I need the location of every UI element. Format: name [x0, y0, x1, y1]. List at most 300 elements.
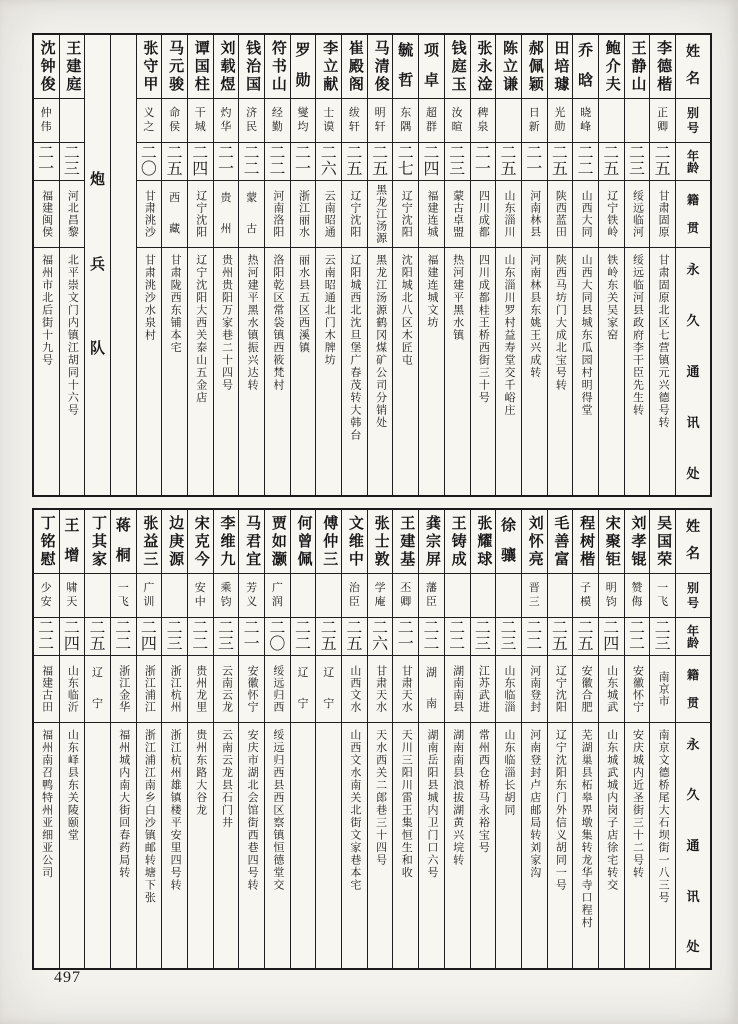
glyph: 讯	[686, 415, 700, 431]
person-age-cell	[214, 143, 239, 181]
person-origin-cell	[419, 656, 444, 723]
person-origin-cell: 山东临淄	[496, 656, 521, 723]
glyph: 二	[166, 144, 183, 162]
person-address-cell: 河南登封卢店邮局转刘家沟	[528, 729, 541, 879]
person-age-cell	[573, 618, 598, 656]
glyph: 三	[449, 160, 466, 178]
person-alias-cell	[496, 574, 521, 618]
person-alias-cell	[368, 574, 393, 618]
header-alias-cell	[676, 99, 710, 143]
person-address-cell: 安庆市湖北会馆街西巷四号转	[246, 729, 259, 892]
person-address-cell: 沈阳城北八区木匠屯	[400, 254, 413, 367]
glyph: 命	[169, 106, 181, 119]
glyph: 四	[140, 635, 157, 653]
glyph: 钧	[605, 596, 617, 609]
glyph: 二	[346, 144, 363, 162]
glyph: 二	[115, 635, 132, 653]
person-column	[392, 35, 418, 495]
roster-table-top	[32, 33, 712, 497]
glyph: 四	[603, 635, 620, 653]
person-column	[598, 35, 624, 495]
person-column	[264, 510, 290, 968]
glyph: 〇	[140, 160, 157, 178]
glyph: 二	[628, 619, 645, 637]
person-address-cell: 福州城内南大街回春药局转	[117, 729, 130, 879]
person-alias-cell	[239, 99, 264, 143]
person-origin-cell: 福建连城	[419, 181, 444, 248]
person-age-cell	[60, 618, 85, 656]
person-column	[572, 35, 598, 495]
glyph: 五	[166, 160, 183, 178]
person-name-cell: 王铸成	[445, 510, 470, 574]
glyph: 兵	[90, 256, 106, 273]
glyph: 三	[500, 635, 517, 653]
glyph: 五	[551, 160, 568, 178]
person-origin-cell	[162, 181, 187, 248]
glyph: 二	[449, 619, 466, 637]
glyph: 三	[654, 635, 671, 653]
glyph: 别	[686, 106, 699, 121]
person-origin-cell	[316, 656, 341, 723]
person-alias-cell	[471, 99, 496, 143]
person-age-cell	[496, 143, 521, 181]
person-age-cell	[368, 143, 393, 181]
person-name-cell: 张守甲	[137, 35, 162, 99]
glyph: 二	[320, 619, 337, 637]
person-alias-cell	[239, 574, 264, 618]
glyph: 二	[423, 619, 440, 637]
glyph: 二	[295, 619, 312, 637]
person-origin-cell: 山西大同	[573, 181, 598, 248]
glyph: 二	[628, 144, 645, 162]
person-address-cell: 天川三阳川雷王集恒生和收	[400, 729, 413, 879]
person-age-cell	[342, 143, 367, 181]
page-number: 497	[54, 969, 81, 986]
header-address-cell	[676, 723, 710, 968]
glyph: 勋	[295, 73, 311, 90]
person-address-cell: 山东城武城内岗子店徐宅转交	[605, 729, 618, 892]
person-column	[264, 35, 290, 495]
person-column	[315, 35, 341, 495]
glyph: 三	[217, 635, 234, 653]
person-origin-cell: 蒙古卓盟	[445, 181, 470, 248]
glyph: 二	[269, 619, 286, 637]
glyph: 二	[397, 144, 414, 162]
glyph: 模	[580, 596, 592, 609]
glyph: 轩	[374, 121, 386, 134]
person-age-cell	[342, 618, 367, 656]
glyph: 二	[38, 619, 55, 637]
person-alias-cell	[445, 574, 470, 618]
glyph: 队	[90, 341, 106, 357]
glyph: 安	[194, 581, 206, 594]
person-column	[444, 35, 470, 495]
glyph: 灼	[220, 106, 232, 119]
glyph: 二	[140, 619, 157, 637]
person-alias-cell	[162, 574, 187, 618]
glyph: 宁	[323, 698, 335, 711]
glyph: 五	[654, 160, 671, 178]
person-alias-cell	[419, 99, 444, 143]
glyph: 龄	[686, 161, 699, 176]
person-alias-cell	[573, 99, 598, 143]
glyph: 三	[474, 635, 491, 653]
glyph: 谟	[323, 121, 335, 134]
person-column	[624, 35, 650, 495]
person-address-cell: 辽宁沈阳大西关泰山五金店	[194, 254, 207, 404]
person-address-cell: 甘肃洮沙水泉村	[143, 254, 156, 342]
person-age-cell	[137, 618, 162, 656]
glyph: 润	[271, 596, 283, 609]
person-name-cell: 马元骏	[162, 35, 187, 99]
person-origin-cell: 河南林县	[522, 181, 547, 248]
glyph: 二	[526, 619, 543, 637]
glyph: 干	[194, 106, 206, 119]
person-name-cell: 符书山	[265, 35, 290, 99]
person-column	[392, 510, 418, 968]
person-origin-cell: 贵州龙里	[188, 656, 213, 723]
glyph: 二	[449, 635, 466, 653]
person-origin-cell: 浙江金华	[111, 656, 136, 723]
glyph: 一	[657, 581, 669, 594]
person-alias-cell	[522, 574, 547, 618]
glyph: 二	[372, 144, 389, 162]
person-name-cell: 张永淦	[471, 35, 496, 99]
glyph: 二	[500, 619, 517, 637]
glyph: 光	[554, 106, 566, 119]
person-column	[187, 510, 213, 968]
person-alias-cell	[265, 574, 290, 618]
person-origin-cell: 河北昌黎	[60, 181, 85, 248]
person-address-cell: 铁岭东关吴家窑	[605, 254, 618, 342]
glyph: 四	[63, 635, 80, 653]
person-column	[547, 510, 573, 968]
glyph: 宁	[297, 698, 309, 711]
person-address-cell: 天水西关二郎巷三十四号	[374, 729, 387, 867]
person-origin-cell: 辽宁沈阳	[342, 181, 367, 248]
person-age-cell	[111, 618, 136, 656]
person-origin-cell: 河南登封	[522, 656, 547, 723]
person-address-cell: 丽水县五区西溪镇	[297, 254, 310, 354]
glyph: 二	[63, 144, 80, 162]
person-column	[161, 35, 187, 495]
glyph: 啸	[66, 581, 78, 594]
person-age-cell	[522, 143, 547, 181]
glyph: 五	[320, 635, 337, 653]
person-age-cell	[471, 618, 496, 656]
person-address-cell: 贵州贵阳万家巷二十四号	[220, 254, 233, 392]
person-origin-cell: 辽宁沈阳	[188, 181, 213, 248]
person-address-cell: 云南云龙县石门井	[220, 729, 233, 829]
person-column	[598, 510, 624, 968]
person-age-cell	[471, 143, 496, 181]
person-column	[521, 35, 547, 495]
person-name-cell: 谭国柱	[188, 35, 213, 99]
person-origin-cell	[291, 656, 316, 723]
glyph: 飞	[657, 596, 669, 609]
glyph: 乔	[578, 42, 594, 59]
person-column	[470, 510, 496, 968]
person-column	[34, 510, 59, 968]
person-age-cell	[393, 143, 418, 181]
person-origin-cell	[214, 181, 239, 248]
person-alias-cell	[471, 574, 496, 618]
glyph: 通	[686, 837, 700, 853]
person-age-cell	[188, 143, 213, 181]
person-name-cell: 钱庭玉	[445, 35, 470, 99]
glyph: 二	[140, 144, 157, 162]
person-age-cell	[60, 143, 85, 181]
person-origin-cell: 绥远临河	[625, 181, 650, 248]
person-alias-cell	[214, 99, 239, 143]
glyph: 炮	[90, 172, 106, 188]
person-name-cell: 鲍介夫	[599, 35, 624, 99]
person-origin-cell: 甘肃天水	[368, 656, 393, 723]
section-label	[90, 173, 105, 357]
person-name-cell	[111, 510, 136, 574]
person-name-cell: 丁铭慰	[34, 510, 59, 574]
glyph: 二	[192, 635, 209, 653]
person-origin-cell: 甘肃天水	[393, 656, 418, 723]
glyph: 宁	[92, 698, 104, 711]
person-name-cell: 李维九	[214, 510, 239, 574]
person-address-cell: 湖南南县浪拔湖黄兴垸转	[451, 729, 464, 867]
person-column	[495, 510, 521, 968]
person-age-cell	[393, 618, 418, 656]
person-alias-cell	[316, 574, 341, 618]
glyph: 卓	[423, 73, 439, 90]
glyph: 二	[423, 635, 440, 653]
person-name-cell	[496, 510, 521, 574]
person-name-cell: 吴国荣	[650, 510, 675, 574]
spacer-column	[110, 35, 136, 495]
person-address-cell: 陕西马坊门大成北宝号转	[554, 254, 567, 392]
person-name-cell: 马清俊	[368, 35, 393, 99]
person-address-cell: 安庆城内近圣街三十二号转	[631, 729, 644, 879]
person-address-cell: 山东淄川罗村益寿堂交千峪庄	[503, 254, 516, 417]
glyph: 一	[38, 160, 55, 178]
glyph: 罗	[295, 42, 311, 59]
glyph: 安	[40, 596, 52, 609]
person-address-cell: 贵州东路大谷龙	[194, 729, 207, 817]
person-origin-cell: 山东城武	[599, 656, 624, 723]
person-alias-cell	[650, 99, 675, 143]
person-address-cell: 北平崇文门内镇江胡同十六号	[66, 254, 79, 417]
glyph: 义	[246, 596, 258, 609]
header-column	[675, 35, 710, 495]
person-age-cell	[316, 618, 341, 656]
person-address-cell: 山东临淄长胡同	[503, 729, 516, 817]
person-address-cell	[85, 723, 110, 968]
person-column	[341, 35, 367, 495]
glyph: 贯	[686, 220, 699, 235]
person-origin-cell: 四川成都	[471, 181, 496, 248]
glyph: 永	[686, 261, 700, 277]
person-origin-cell: 浙江丽水	[291, 181, 316, 248]
glyph: 辽	[323, 666, 335, 679]
glyph: 号	[686, 120, 699, 135]
header-age-cell	[676, 618, 710, 656]
glyph: 二	[423, 144, 440, 162]
person-name-cell: 张耀球	[471, 510, 496, 574]
glyph: 二	[217, 144, 234, 162]
person-address-cell: 甘肃陇西东铺本宅	[169, 254, 182, 354]
person-origin-cell: 山西文水	[342, 656, 367, 723]
person-age-cell	[548, 143, 573, 181]
glyph: 晋	[528, 581, 540, 594]
glyph: 晗	[578, 73, 594, 90]
person-column	[649, 35, 675, 495]
person-age-cell	[496, 618, 521, 656]
glyph: 名	[686, 547, 700, 563]
person-age-cell	[162, 618, 187, 656]
glyph: 暄	[451, 121, 463, 134]
person-column	[649, 510, 675, 968]
glyph: 治	[348, 581, 360, 594]
glyph: 二	[243, 144, 260, 162]
person-address-cell: 常州西仓桥马永裕宝号	[477, 729, 490, 854]
header-column	[675, 510, 710, 968]
glyph: 骧	[501, 548, 517, 565]
person-age-cell	[445, 618, 470, 656]
glyph: 二	[320, 144, 337, 162]
person-age-cell	[34, 618, 59, 656]
glyph: 号	[686, 595, 699, 610]
glyph: 姓	[686, 519, 700, 535]
person-age-cell	[137, 143, 162, 181]
person-age-cell	[239, 143, 264, 181]
person-column	[136, 510, 162, 968]
person-alias-cell	[265, 99, 290, 143]
glyph: 三	[528, 596, 540, 609]
person-origin-cell: 南京市	[650, 656, 675, 723]
person-column	[187, 35, 213, 495]
person-column	[290, 35, 316, 495]
person-address-cell: 福州南召鸭特州亚细亚公司	[40, 729, 53, 879]
person-column	[572, 510, 598, 968]
glyph: 仲	[40, 106, 52, 119]
person-column	[84, 510, 110, 968]
person-alias-cell	[214, 574, 239, 618]
person-address-cell	[316, 723, 341, 968]
person-alias-cell	[60, 99, 85, 143]
person-age-cell	[188, 618, 213, 656]
person-age-cell	[599, 143, 624, 181]
person-alias-cell	[137, 99, 162, 143]
person-name-cell: 张益三	[137, 510, 162, 574]
glyph: 贯	[686, 695, 699, 710]
person-address-cell: 福州市北后街十九号	[40, 254, 53, 367]
person-address-cell: 芜湖巢县柘皋界墩集转龙华寺口程村	[580, 729, 593, 929]
glyph: 勋	[554, 121, 566, 134]
glyph: 二	[500, 144, 517, 162]
person-column	[367, 510, 393, 968]
glyph: 南	[425, 698, 437, 711]
person-alias-cell	[625, 99, 650, 143]
person-age-cell	[650, 618, 675, 656]
person-age-cell	[548, 618, 573, 656]
person-name-cell	[393, 35, 418, 99]
glyph: 〇	[269, 635, 286, 653]
person-column	[470, 35, 496, 495]
glyph: 钧	[220, 596, 232, 609]
glyph: 二	[397, 619, 414, 637]
glyph: 燮	[297, 106, 309, 119]
glyph: 三	[628, 160, 645, 178]
glyph: 广	[143, 581, 155, 594]
person-address-cell: 热河建平黑水镇振兴达转	[246, 254, 259, 392]
glyph: 六	[320, 160, 337, 178]
glyph: 二	[217, 619, 234, 637]
person-alias-cell	[316, 99, 341, 143]
glyph: 二	[38, 635, 55, 653]
person-name-cell: 郝佩颖	[522, 35, 547, 99]
glyph: 二	[603, 144, 620, 162]
person-alias-cell	[34, 574, 59, 618]
header-age-cell	[676, 143, 710, 181]
glyph: 古	[246, 223, 258, 236]
person-name-cell: 沈钟俊	[34, 35, 59, 99]
person-name-cell: 李德楷	[650, 35, 675, 99]
person-alias-cell	[393, 574, 418, 618]
glyph: 二	[526, 635, 543, 653]
glyph: 久	[686, 787, 700, 803]
glyph: 王	[64, 517, 80, 534]
glyph: 华	[220, 121, 232, 134]
glyph: 一	[243, 635, 260, 653]
person-age-cell	[650, 143, 675, 181]
glyph: 五	[551, 635, 568, 653]
person-age-cell	[291, 618, 316, 656]
person-age-cell	[599, 618, 624, 656]
glyph: 永	[686, 736, 700, 752]
glyph: 丕	[400, 581, 412, 594]
glyph: 一	[526, 160, 543, 178]
glyph: 明	[605, 581, 617, 594]
person-column	[161, 510, 187, 968]
glyph: 明	[374, 106, 386, 119]
glyph: 少	[40, 581, 52, 594]
person-address-cell: 辽宁沈阳东门外信义胡同一号	[554, 729, 567, 892]
person-origin-cell: 山东淄川	[496, 181, 521, 248]
person-name-cell: 文维中	[342, 510, 367, 574]
glyph: 东	[400, 106, 412, 119]
person-alias-cell	[291, 99, 316, 143]
person-name-cell: 李立献	[316, 35, 341, 99]
person-alias-cell	[342, 99, 367, 143]
glyph: 一	[474, 160, 491, 178]
person-origin-cell: 安徽合肥	[573, 656, 598, 723]
person-name-cell: 边庚源	[162, 510, 187, 574]
glyph: 辽	[92, 666, 104, 679]
glyph: 徐	[501, 517, 517, 534]
glyph: 之	[143, 121, 155, 134]
person-address-cell: 河南林县东姚王兴成转	[528, 254, 541, 379]
header-alias-cell	[676, 574, 710, 618]
person-column	[290, 510, 316, 968]
glyph: 五	[346, 160, 363, 178]
header-name-cell	[676, 510, 710, 574]
person-alias-cell	[291, 574, 316, 618]
glyph: 超	[425, 106, 437, 119]
glyph: 五	[346, 635, 363, 653]
glyph: 训	[143, 596, 155, 609]
glyph: 群	[425, 121, 437, 134]
person-alias-cell	[60, 574, 85, 618]
glyph: 中	[194, 596, 206, 609]
glyph: 二	[372, 619, 389, 637]
person-alias-cell	[599, 99, 624, 143]
